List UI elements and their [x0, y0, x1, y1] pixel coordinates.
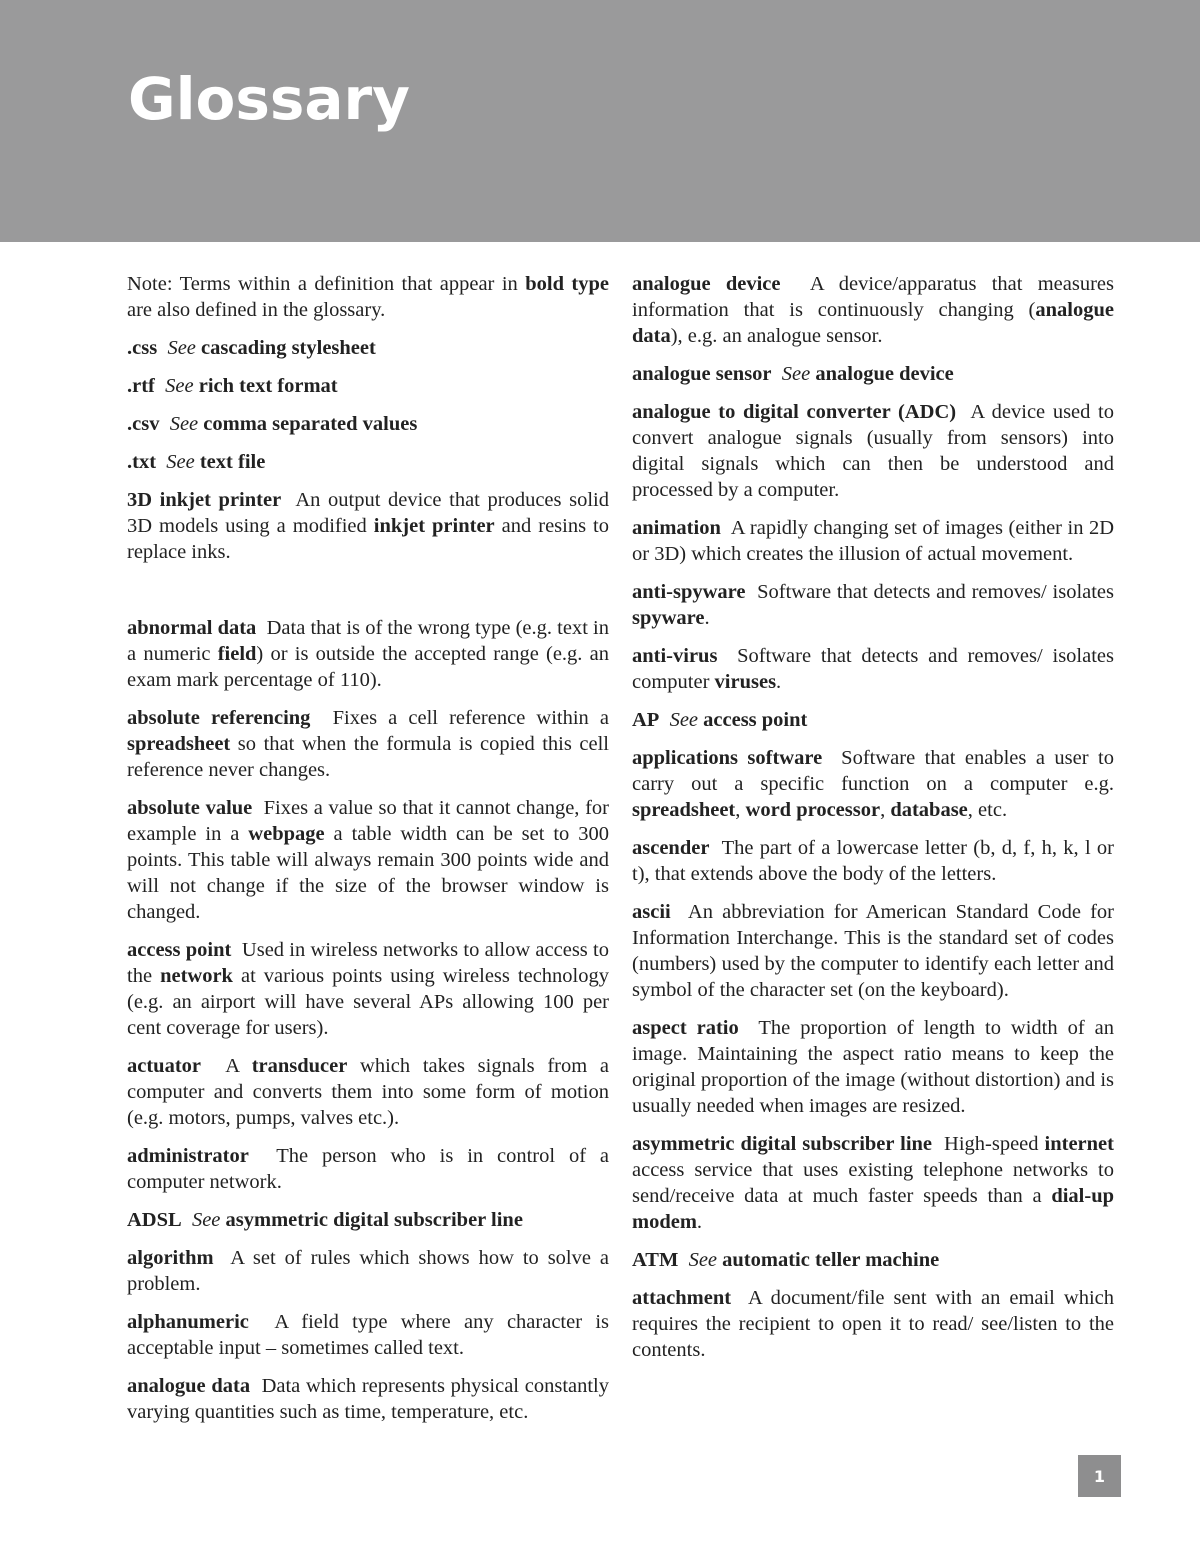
entry-term: anti-virus [632, 645, 718, 667]
entry-term: aspect ratio [632, 1017, 739, 1039]
definition-bold-term: spreadsheet [632, 799, 736, 821]
glossary-entry-ascii [632, 899, 1114, 1003]
entry-term: 3D inkjet printer [127, 489, 282, 511]
entry-term: .css [127, 337, 158, 359]
entry-definition: High-speed [944, 1133, 1045, 1155]
entry-term: asymmetric digital subscriber line [632, 1133, 933, 1155]
glossary-entry-csv [127, 411, 609, 437]
entry-term: .txt [127, 451, 157, 473]
page-title: Glossary [128, 65, 410, 133]
entry-term: ATM [632, 1249, 679, 1271]
entry-definition: An abbreviation for American Standard Code for Information Interchange. This is the standard set of codes (numbers) used by the computer to identify each letter and symbol of the character set (on the keyboard). [632, 901, 1114, 1001]
see-label: See [191, 1209, 221, 1231]
entry-definition: , etc. [967, 799, 1008, 821]
glossary-entry-analogue-sensor [632, 361, 1114, 387]
entry-definition: The part of a lowercase letter (b, d, f, h, k, l or t), that extends above the body of the letters. [632, 837, 1114, 885]
glossary-entry-analogue-data [127, 1373, 609, 1425]
entry-term: .rtf [127, 375, 155, 397]
cross-reference: automatic teller machine [722, 1249, 940, 1271]
definition-bold-term: network [160, 965, 233, 987]
see-label: See [169, 413, 199, 435]
glossary-entry-access-point [127, 937, 609, 1041]
entry-definition: ), e.g. an analogue sensor. [670, 325, 883, 347]
see-label: See [781, 363, 811, 385]
glossary-entry-rtf [127, 373, 609, 399]
glossary-entry-alphanumeric [127, 1309, 609, 1361]
glossary-entry-absolute-value [127, 795, 609, 925]
entry-term: algorithm [127, 1247, 214, 1269]
entry-term: analogue device [632, 273, 781, 295]
entry-definition: and resins to replace inks. [127, 515, 610, 563]
glossary-entry-aspect-ratio [632, 1015, 1114, 1119]
cross-reference: analogue device [815, 363, 954, 385]
definition-bold-term: inkjet printer [373, 515, 495, 537]
see-label: See [669, 709, 699, 731]
definition-bold-term: dial-up modem [632, 1185, 1114, 1233]
definition-bold-term: transducer [251, 1055, 348, 1077]
entry-definition: Used in wireless networks to allow access to the [127, 939, 610, 987]
cross-reference: cascading stylesheet [201, 337, 376, 359]
entry-definition: Data which represents physical constantly varying quantities such as time, temperature, etc. [127, 1375, 610, 1423]
entry-term: applications software [632, 747, 823, 769]
entry-definition: The person who is in control of a computer network. [127, 1145, 609, 1193]
glossary-entry-atm [632, 1247, 1114, 1273]
cross-reference: text file [199, 451, 266, 473]
cross-reference: access point [703, 709, 808, 731]
entry-definition: access service that uses existing telephone networks to send/receive data at much faster speeds than a [632, 1159, 1114, 1207]
entry-definition: . [776, 671, 782, 693]
glossary-entry-abnormal-data [127, 615, 609, 693]
entry-definition: so that when the formula is copied this cell reference never changes. [127, 733, 609, 781]
entry-definition: ) or is outside the accepted range (e.g. an exam mark percentage of 110). [127, 643, 609, 691]
glossary-entry-animation [632, 515, 1114, 567]
entry-definition: which takes signals from a computer and converts them into some form of motion (e.g. motors, pumps, valves etc.). [127, 1055, 609, 1129]
see-label: See [166, 451, 195, 473]
glossary-entry-applications-software [632, 745, 1114, 823]
entry-definition: The proportion of length to width of an image. Maintaining the aspect ratio means to keep the original proportion of the image (without distortion) and is usually needed when images are resized. [632, 1017, 1114, 1117]
entry-term: analogue sensor [632, 363, 772, 385]
entry-definition: A device/apparatus that measures information that is continuously changing ( [632, 273, 1114, 321]
definition-bold-term: field [217, 643, 257, 665]
entry-term: attachment [632, 1287, 732, 1309]
entry-definition: . [696, 1211, 703, 1233]
entry-term: administrator [127, 1145, 249, 1167]
cross-reference: comma separated values [203, 413, 418, 435]
entry-term: .csv [127, 413, 160, 435]
entry-term: analogue to digital converter (ADC) [632, 401, 957, 423]
see-label: See [165, 375, 194, 397]
entry-definition: Software that detects and removes/ isolates [757, 581, 1115, 603]
glossary-entry-anti-spyware [632, 579, 1114, 631]
entry-term: absolute value [127, 797, 253, 819]
entry-definition: A field type where any character is acceptable input – sometimes called text. [127, 1311, 609, 1359]
entry-term: ascender [632, 837, 710, 859]
entry-definition: A device used to convert analogue signals (usually from sensors) into digital signals which can then be understood and processed by a computer. [632, 401, 1115, 501]
glossary-entry-ascender [632, 835, 1114, 887]
glossary-column-right [632, 271, 1114, 1375]
entry-definition: Software that enables a user to carry out a specific function on a computer e.g. [632, 747, 1114, 795]
entry-definition: Fixes a cell reference within a [332, 707, 610, 729]
entry-definition: A rapidly changing set of images (either in 2D or 3D) which creates the illusion of actual movement. [632, 517, 1115, 565]
page-number: 1 [1078, 1455, 1121, 1497]
entry-definition: An output device that produces solid 3D models using a modified [127, 489, 609, 537]
definition-bold-term: webpage [248, 823, 325, 845]
cross-reference: asymmetric digital subscriber line [225, 1209, 523, 1231]
entry-definition: , [735, 799, 746, 821]
definition-bold-term: spreadsheet [127, 733, 231, 755]
see-label: See [167, 337, 196, 359]
glossary-entry-asymmetric-digital-subscriber-line [632, 1131, 1114, 1235]
entry-term: alphanumeric [127, 1311, 249, 1333]
entry-term: analogue data [127, 1375, 251, 1397]
entry-term: access point [127, 939, 232, 961]
note-bold: bold type [525, 273, 609, 295]
entry-definition: Data that is of the wrong type (e.g. text in a numeric [127, 617, 610, 665]
glossary-entry-adc [632, 399, 1114, 503]
entry-definition: , [880, 799, 891, 821]
note-text: Note: Terms within a definition that appear in [127, 273, 526, 295]
entry-term: ADSL [127, 1209, 182, 1231]
glossary-entry-attachment [632, 1285, 1114, 1363]
header-band [0, 0, 1200, 242]
glossary-entry-txt [127, 449, 609, 475]
entry-term: abnormal data [127, 617, 257, 639]
definition-bold-term: spyware [632, 607, 705, 629]
glossary-entry-3d-inkjet-printer [127, 487, 609, 565]
glossary-entry-ap [632, 707, 1114, 733]
entry-term: anti-spyware [632, 581, 746, 603]
glossary-entry-adsl [127, 1207, 609, 1233]
entry-definition: A [225, 1055, 252, 1077]
glossary-entry-administrator [127, 1143, 609, 1195]
definition-bold-term: internet [1044, 1133, 1114, 1155]
glossary-note [127, 271, 609, 323]
definition-bold-term: word processor [745, 799, 881, 821]
entry-definition: Software that detects and removes/ isolates computer [632, 645, 1115, 693]
glossary-column-left [127, 271, 609, 1437]
entry-term: animation [632, 517, 721, 539]
entry-definition: A document/file sent with an email which requires the recipient to open it to read/ see/listen to the contents. [632, 1287, 1114, 1361]
glossary-entry-absolute-referencing [127, 705, 609, 783]
definition-bold-term: viruses [714, 671, 777, 693]
glossary-entry-anti-virus [632, 643, 1114, 695]
entry-definition: A set of rules which shows how to solve a problem. [127, 1247, 609, 1295]
entry-term: actuator [127, 1055, 202, 1077]
entry-definition: . [704, 607, 710, 629]
entry-term: absolute referencing [127, 707, 311, 729]
definition-bold-term: analogue data [632, 299, 1114, 347]
definition-bold-term: database [890, 799, 968, 821]
entry-definition: a table width can be set to 300 points. This table will always remain 300 points wide and will not change if the size of the browser window is changed. [127, 823, 609, 923]
see-label: See [688, 1249, 718, 1271]
glossary-entry-algorithm [127, 1245, 609, 1297]
glossary-entry-css [127, 335, 609, 361]
cross-reference: rich text format [198, 375, 338, 397]
entry-definition: Fixes a value so that it cannot change, for example in a [127, 797, 609, 845]
glossary-entry-actuator [127, 1053, 609, 1131]
entry-term: AP [632, 709, 660, 731]
entry-term: ascii [632, 901, 671, 923]
note-text: are also defined in the glossary. [127, 299, 386, 321]
entry-definition: at various points using wireless technology (e.g. an airport will have several APs allowing 100 per cent coverage for users). [127, 965, 609, 1039]
glossary-entry-analogue-device [632, 271, 1114, 349]
